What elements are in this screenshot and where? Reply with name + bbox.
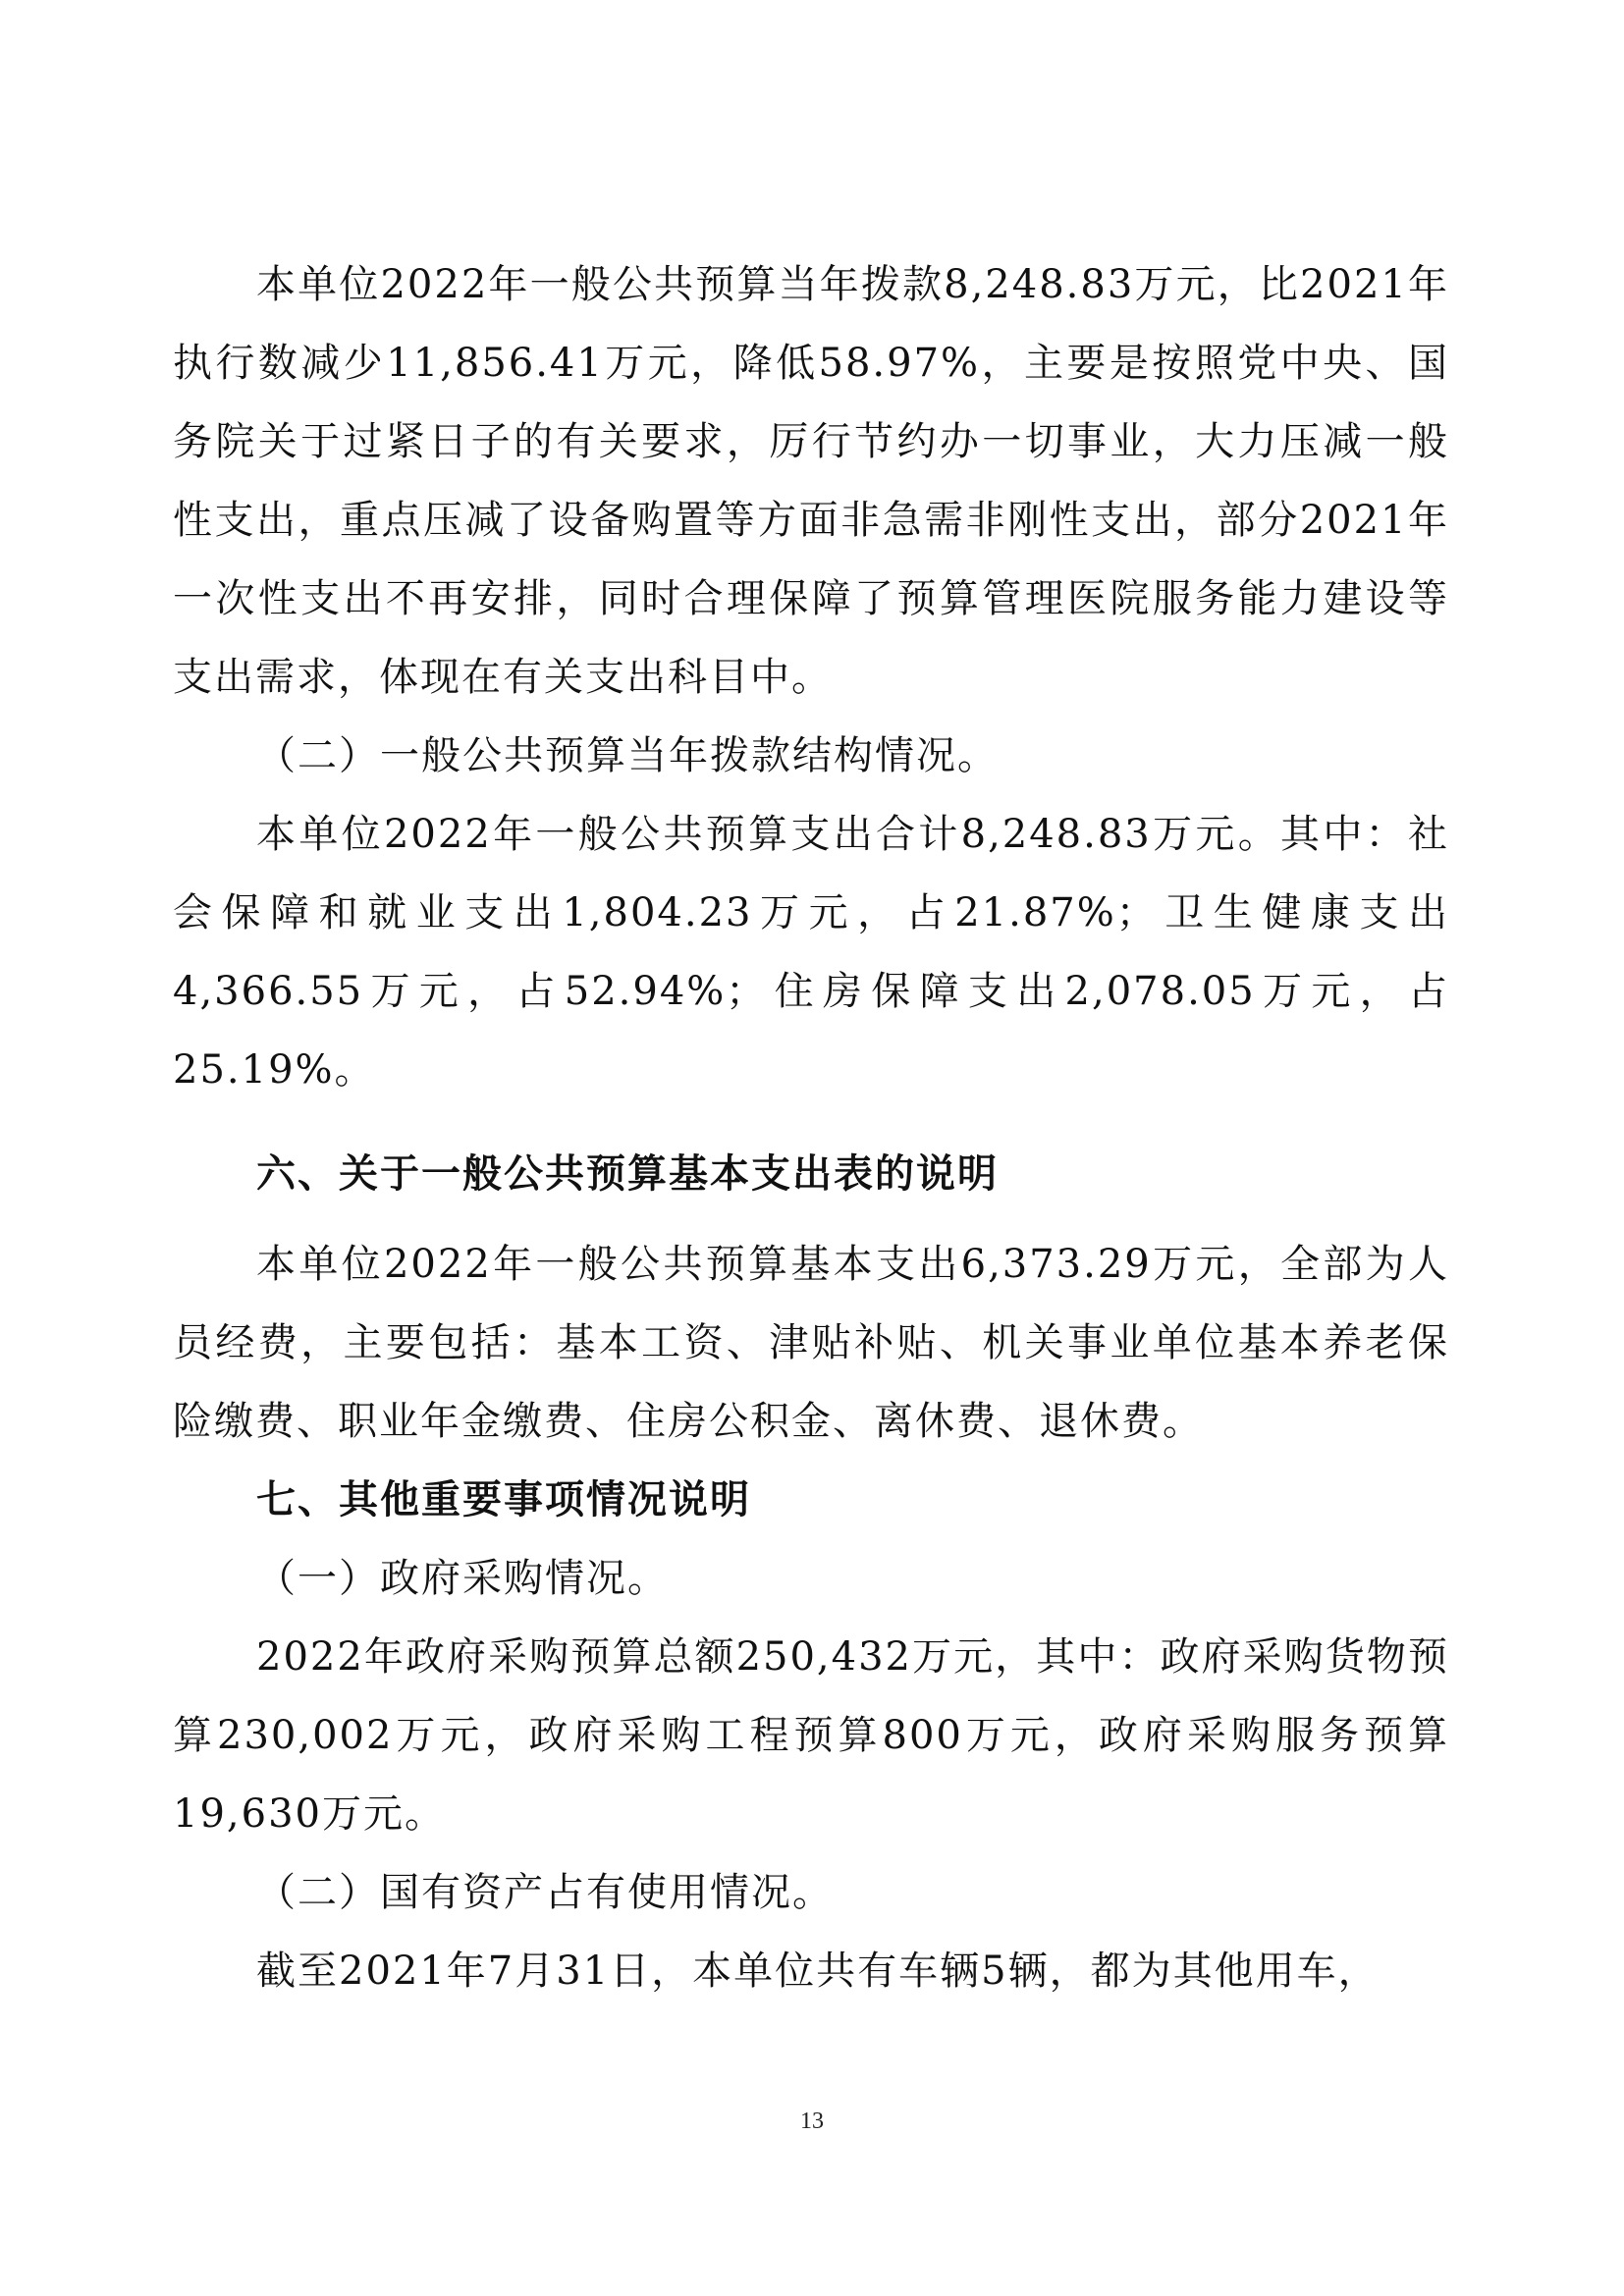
paragraph-basic-expenditure: 本单位2022年一般公共预算基本支出6,373.29万元，全部为人员经费，主要包括：基本工资、津贴补贴、机关事业单位基本养老保险缴费、职业年金缴费、住房公积金、离休费、退休费。 xyxy=(173,1242,1449,1444)
section-heading-7: 七、其他重要事项情况说明 xyxy=(256,1477,751,1522)
subheading-allocation-structure: （二）一般公共预算当年拨款结构情况。 xyxy=(256,733,999,778)
page-number: 13 xyxy=(800,2109,824,2134)
subheading-government-procurement: （一）政府采购情况。 xyxy=(256,1556,669,1601)
paragraph-budget-allocation: 本单位2022年一般公共预算当年拨款8,248.83万元，比2021年执行数减少11,856.41万元，降低58.97%，主要是按照党中央、国务院关于过紧日子的有关要求，厉行节约办一切事业，大力压减一般性支出，重点压减了设备购置等方面非急需非刚性支出，部分2021年一次性支出不再安排，同时合理保障了预算管理医院服务能力建设等支出需求，体现在有关支出科目中。 xyxy=(173,262,1449,700)
document-body xyxy=(173,245,1449,2010)
paragraph-expenditure-structure: 本单位2022年一般公共预算支出合计8,248.83万元。其中：社会保障和就业支出1,804.23万元，占21.87%；卫生健康支出4,366.55万元，占52.94%；住房保障支出2,078.05万元，占25.19%。 xyxy=(173,812,1449,1093)
paragraph-vehicles: 截至2021年7月31日，本单位共有车辆5辆，都为其他用车， xyxy=(256,1949,1380,1994)
paragraph-procurement: 2022年政府采购预算总额250,432万元，其中：政府采购货物预算230,002万元，政府采购工程预算800万元，政府采购服务预算19,630万元。 xyxy=(173,1634,1449,1837)
section-heading-6: 六、关于一般公共预算基本支出表的说明 xyxy=(256,1151,999,1197)
subheading-state-assets: （二）国有资产占有使用情况。 xyxy=(256,1870,834,1915)
